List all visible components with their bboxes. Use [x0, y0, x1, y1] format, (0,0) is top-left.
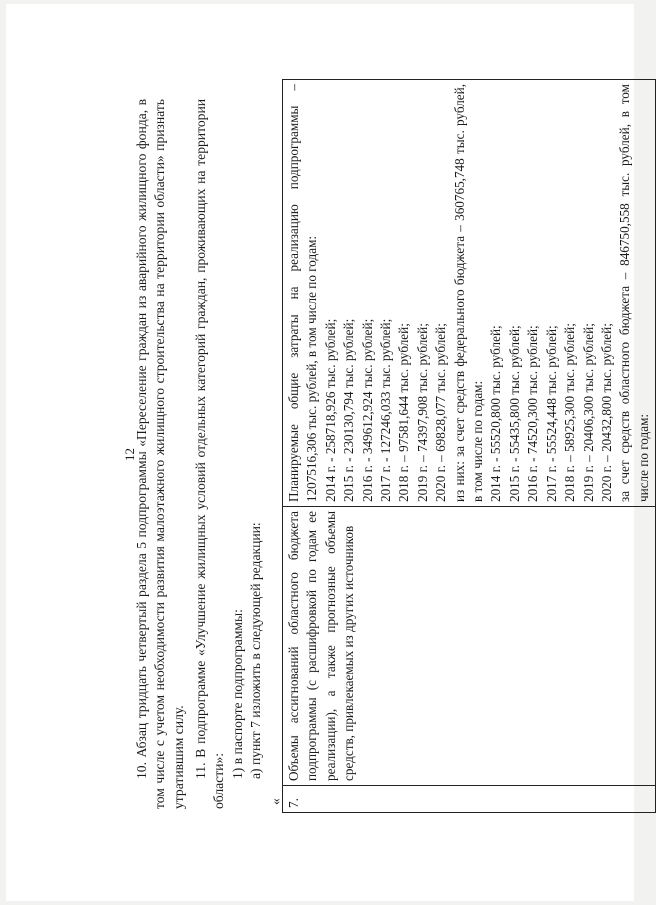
- paragraph-11: 11. В подпрограмме «Улучшение жилищных условий отдельных категорий граждан, проживающих на территории области»:: [193, 99, 227, 809]
- funding-line: за счет средств областного бюджета – 846750,558 тыс. рублей, в том числе по годам:: [617, 84, 651, 502]
- paragraph-10: 10. Абзац тридцать четвертый раздела 5 подпрограммы «Переселение граждан из аварийного жилищного фонда, в том числе с учетом необходимости развития малоэтажного жилищного строительства на территории области» признать утратившим силу.: [134, 99, 186, 809]
- funding-line: 2020 г. – 69828,077 тыс. рублей;: [433, 323, 449, 502]
- funding-line: 2017 г. - 55524,448 тыс. рублей;: [543, 325, 559, 502]
- funding-line: 2020 г. – 20432,800 тыс. рублей;: [598, 323, 614, 502]
- passport-table: [282, 79, 656, 813]
- open-quote: «: [268, 798, 283, 805]
- funding-line: 2019 г. – 20406,300 тыс. рублей;: [580, 323, 596, 502]
- row-label-cell: Объемы ассигнований областного бюджета подпрограммы (с расшифровкой по годам ее реализации), а также прогнозные объемы средств, привлекаемых из других источников: [283, 507, 656, 786]
- table-row: [283, 80, 656, 813]
- funding-line: 2015 г. - 230130,794 тыс. рублей;: [341, 318, 357, 502]
- funding-line: Планируемые общие затраты на реализацию подпрограммы – 1207516,306 тыс. рублей, в том числе по годам:: [286, 84, 320, 502]
- item-a: а) пункт 7 изложить в следующей редакции:: [248, 522, 263, 779]
- page-number: 12: [122, 448, 137, 461]
- item-1: 1) в паспорте подпрограммы:: [230, 609, 245, 779]
- funding-line: 2019 г. – 74397,908 тыс. рублей;: [414, 323, 430, 502]
- funding-line: 2017 г. - 127246,033 тыс. рублей;: [378, 318, 394, 502]
- funding-line: 2014 г. - 258718,926 тыс. рублей;: [322, 318, 338, 502]
- funding-line: 2016 г. - 349612,924 тыс. рублей;: [359, 318, 375, 502]
- funding-line: из них: за счет средств федерального бюджета – 360765,748 тыс. рублей, в том числе по годам:: [451, 84, 486, 502]
- document-page: [6, 4, 651, 901]
- rotated-content: [6, 4, 651, 901]
- funding-line: 2015 г. - 55435,800 тыс. рублей;: [506, 325, 522, 502]
- row-number-cell: 7.: [283, 786, 656, 813]
- funding-line: 2018 г. – 97581,644 тыс. рублей;: [396, 323, 412, 502]
- funding-line: 2014 г. - 55520,800 тыс. рублей;: [488, 325, 504, 502]
- row-values-cell: [283, 80, 656, 507]
- funding-line: 2018 г. – 58925,300 тыс. рублей;: [562, 323, 578, 502]
- funding-line: 2016 г. - 74520,300 тыс. рублей;: [525, 325, 541, 502]
